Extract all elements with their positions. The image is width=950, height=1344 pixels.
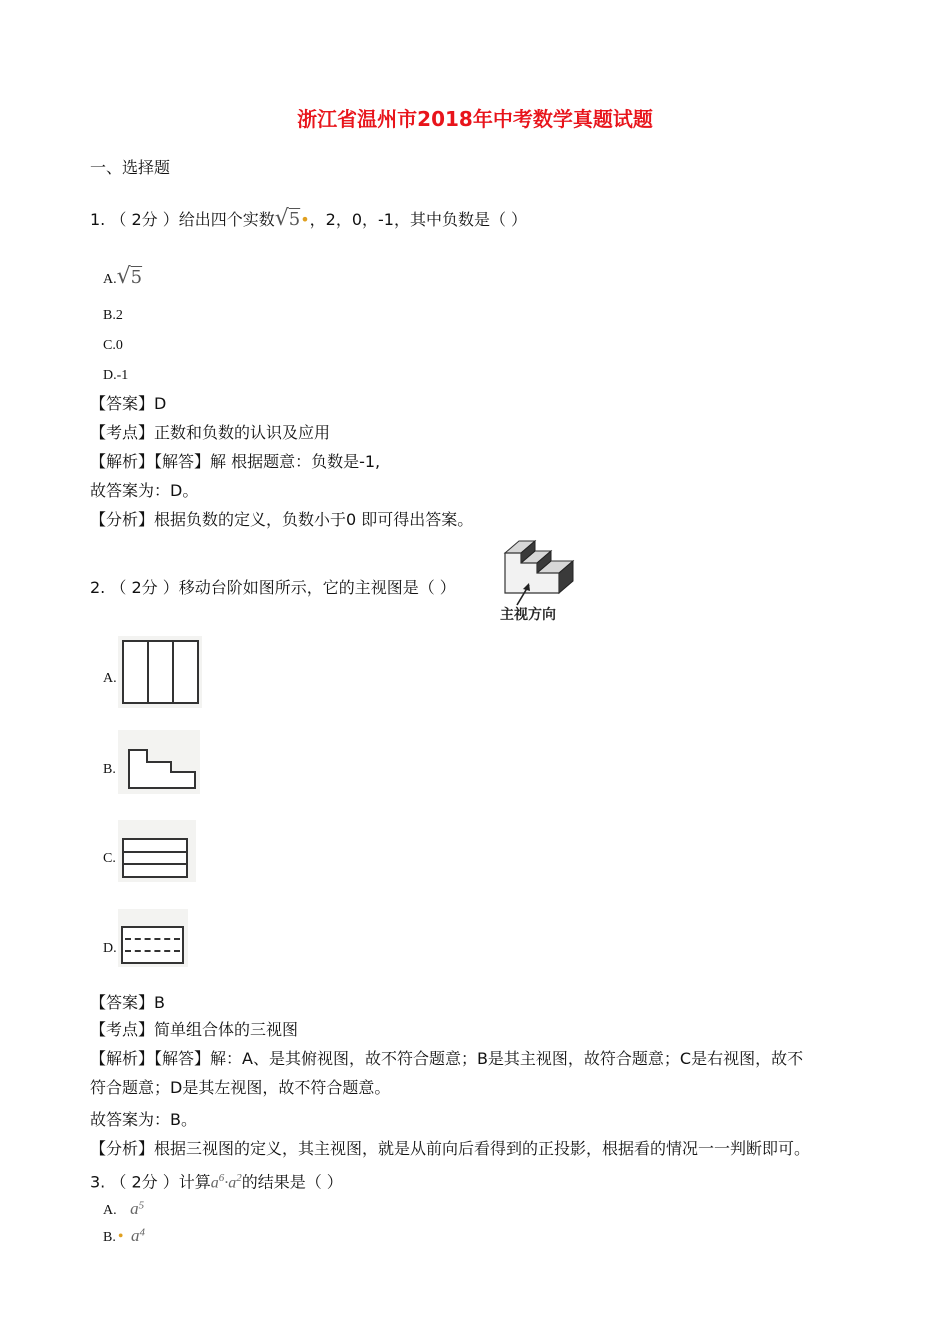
q3-base2: a [228,1174,237,1192]
q3-suffix: 的结果是（ ） [241,1172,343,1192]
q2-option-b[interactable]: B. [103,762,116,777]
q2-option-a[interactable]: A. [103,671,117,686]
q2-stem: 2. （ 2分 ）移动台阶如图所示，它的主视图是（ ） [90,578,456,597]
sqrt-symbol: √ [116,264,131,289]
q1-option-a[interactable] [103,264,142,289]
q3-option-a-base: a [130,1199,139,1218]
q2-option-c-figure [122,838,188,878]
q3-exp2: 2 [236,1172,242,1184]
q3-option-b[interactable] [103,1226,145,1246]
q1-suffix: ，2，0，-1，其中负数是（ ） [309,210,528,229]
q2-option-d-figure [121,926,184,964]
q2-analysis-line2: 符合题意；D是其左视图，故不符合题意。 [90,1078,391,1097]
q3-option-a-exp: 5 [138,1199,145,1212]
q2-analysis-line1: 【解析】【解答】解：A、是其俯视图，故不符合题意；B是其主视图，故符合题意；C是右视图，故不 [90,1049,804,1068]
q3-exp1: 6 [218,1172,225,1184]
q1-option-d[interactable]: D.-1 [103,368,129,383]
q1-analysis: 【解析】【解答】解 根据题意：负数是-1, [90,452,381,471]
q2-option-b-figure [118,730,200,794]
q2-point: 【考点】简单组合体的三视图 [90,1020,299,1039]
page-title: 浙江省温州市2018年中考数学真题试题 [297,107,653,131]
q1-radicand: 5 [288,209,301,230]
q1-option-a-radicand: 5 [130,267,143,288]
section-heading: 一、选择题 [90,158,171,177]
q1-comment: 【分析】根据负数的定义，负数小于0 即可得出答案。 [90,510,474,529]
steps-figure-caption: 主视方向 [500,607,556,623]
q2-option-a-figure [122,640,199,704]
sqrt-symbol: √ [274,206,289,231]
q1-dot: • [300,210,310,229]
q3-option-a-label: A. [103,1203,117,1218]
q3-option-b-exp: 4 [139,1226,145,1239]
q3-prefix: 3. （ 2分 ）计算 [90,1172,211,1192]
q2-option-c[interactable]: C. [103,851,116,866]
q2-option-d[interactable]: D. [103,941,117,956]
q1-point: 【考点】正数和负数的认识及应用 [90,423,331,442]
q3-option-a[interactable] [103,1199,144,1219]
q1-stem [90,206,528,231]
q2-answer: 【答案】B [90,993,165,1012]
q3-base1: a [210,1174,219,1192]
q3-stem [90,1168,343,1193]
q1-prefix: 1. （ 2分 ）给出四个实数 [90,210,275,229]
q3-option-b-base: a [130,1226,140,1245]
q1-option-c[interactable]: C.0 [103,338,123,353]
q3-option-b-label: B. [103,1230,116,1245]
q2-conclusion: 故答案为：B。 [90,1110,197,1129]
q2-comment: 【分析】根据三视图的定义，其主视图，就是从前向后看得到的正投影，根据看的情况一一判断即可。 [90,1139,811,1158]
q3-dot: · [224,1174,229,1192]
q1-answer: 【答案】D [90,394,167,413]
q1-conclusion: 故答案为：D。 [90,481,199,500]
q1-option-a-label: A. [103,272,117,287]
q3-option-b-dot: • [117,1228,124,1245]
q1-option-b[interactable]: B.2 [103,308,123,323]
